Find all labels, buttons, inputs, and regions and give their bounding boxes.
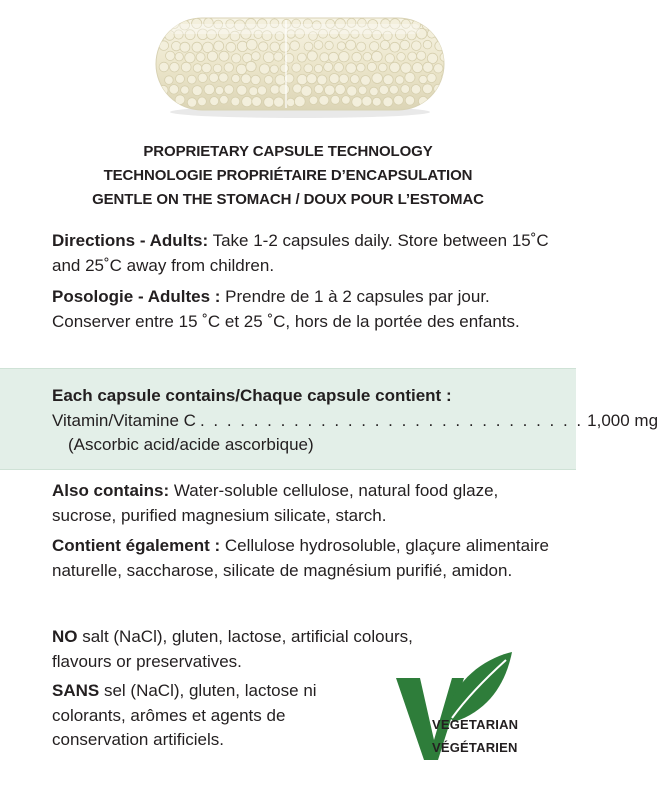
capsule-bead: [342, 96, 351, 105]
vegetarian-label-en: VEGETARIAN: [432, 717, 519, 732]
ingredient-amount: 1,000 mg: [587, 411, 658, 430]
capsule-image: [150, 8, 450, 120]
capsule-bead: [264, 76, 273, 85]
capsule-bead: [370, 42, 379, 51]
capsule-bead: [274, 97, 284, 107]
capsule-bead: [220, 95, 229, 104]
capsule-bead: [297, 53, 306, 62]
capsule-bead: [405, 72, 415, 82]
capsule-bead: [246, 61, 256, 71]
capsule-bead: [357, 42, 366, 51]
capsule-bead: [280, 64, 289, 73]
posologie-section: [52, 285, 562, 334]
capsule-bead: [219, 51, 229, 61]
capsule-bead: [275, 75, 286, 86]
capsule-bead: [274, 52, 283, 61]
no-section: [52, 625, 452, 674]
capsule-bead: [159, 62, 169, 72]
contient-text: Cellulose hydrosoluble, glaçure alimentaire naturelle, saccharose, silicate de magnésium purifié, amidon.: [52, 536, 549, 580]
capsule-bead: [209, 73, 218, 82]
capsule-bead: [304, 42, 313, 51]
capsule-bead: [439, 29, 449, 39]
ingredient-dots: . . . . . . . . . . . . . . . . . . . . . . . . . . . . .: [199, 411, 584, 430]
also-text: Water-soluble cellulose, natural food glaze, sucrose, purified magnesium silicate, starch.: [52, 481, 499, 525]
capsule-bead: [251, 52, 260, 61]
capsule-bead: [251, 75, 260, 84]
capsule-bead: [286, 98, 294, 106]
capsule-bead: [314, 85, 323, 94]
sans-text: sel (NaCl), gluten, lactose ni colorants, arômes et agents de conservation artificiels.: [52, 681, 317, 749]
capsule-bead: [427, 73, 436, 82]
capsule-bead: [259, 42, 268, 51]
capsule-bead: [358, 86, 367, 95]
capsule-bead: [236, 64, 246, 74]
headings-block: [0, 140, 576, 212]
capsule-bead: [181, 62, 191, 72]
capsule-bead: [335, 84, 345, 94]
capsule-bead: [290, 41, 300, 51]
capsule-bead: [419, 75, 427, 83]
capsule-bead: [309, 96, 318, 105]
capsule-bead: [408, 52, 417, 61]
capsule-bead: [423, 62, 433, 72]
ingredient-row: [52, 409, 658, 433]
capsule-bead: [390, 62, 400, 72]
capsule-bead: [352, 97, 362, 107]
capsule-bead: [198, 97, 207, 106]
capsule-bead: [434, 64, 443, 73]
capsule-bead: [367, 62, 376, 71]
capsule-bead: [204, 84, 215, 95]
capsule-bead: [237, 41, 247, 51]
no-label: NO: [52, 627, 78, 646]
capsule-bead: [314, 41, 323, 50]
capsule-bead: [307, 74, 317, 84]
capsule-bead: [232, 74, 240, 82]
contient-label: Contient également :: [52, 536, 221, 555]
capsule-bead: [224, 63, 233, 72]
capsule-bead: [307, 51, 317, 61]
sans-section: [52, 679, 352, 753]
capsule-bead: [213, 64, 222, 73]
capsule-bead: [320, 53, 329, 62]
also-contains-section: [52, 479, 562, 528]
capsule-bead: [372, 51, 383, 62]
ingredient-name: Vitamin/Vitamine C: [52, 411, 196, 430]
contents-title: Each capsule contains/Chaque capsule contient :: [52, 386, 452, 405]
capsule-bead: [263, 52, 274, 63]
capsule-bead: [301, 86, 312, 97]
capsule-bead: [363, 52, 372, 61]
capsule-bead: [346, 40, 356, 50]
capsule-bead: [383, 75, 393, 85]
capsule-bead: [192, 86, 202, 96]
capsule-bead: [370, 87, 379, 96]
capsule-bead: [293, 84, 302, 93]
capsule-bead: [346, 63, 357, 74]
capsule-bead: [380, 40, 389, 49]
capsule-bead: [324, 85, 334, 95]
capsule-bead: [350, 75, 359, 84]
capsule-bead: [165, 76, 174, 85]
capsule-bead: [249, 87, 258, 96]
capsule-bead: [259, 64, 269, 74]
capsule-bead: [270, 85, 279, 94]
capsule-bead: [329, 52, 339, 62]
ingredient-source: (Ascorbic acid/acide ascorbique): [68, 435, 314, 454]
capsule-bead: [385, 54, 394, 63]
capsule-bead: [405, 96, 414, 105]
capsule-bead: [401, 85, 410, 94]
capsule-bead: [352, 52, 362, 62]
capsule-bead: [242, 96, 252, 106]
capsule-bead: [170, 62, 180, 72]
capsule-bead: [347, 86, 357, 96]
sans-label: SANS: [52, 681, 100, 700]
capsule-bead: [372, 97, 381, 106]
capsule-bead: [324, 62, 333, 71]
capsule-bead: [357, 63, 366, 72]
capsule-bead: [264, 97, 274, 107]
capsule-bead: [175, 95, 185, 105]
capsule-icon: [150, 8, 450, 120]
capsule-bead: [241, 74, 251, 84]
capsule-bead: [412, 63, 422, 73]
vegetarian-label-fr: VÉGÉTARIEN: [432, 740, 518, 755]
capsule-bead: [435, 41, 445, 51]
capsule-bead: [270, 65, 278, 73]
capsule-bead: [339, 74, 348, 83]
capsule-bead: [401, 63, 412, 74]
capsule-bead: [292, 63, 301, 72]
capsule-bead: [192, 42, 202, 52]
capsule-bead: [231, 97, 240, 106]
capsule-bead: [435, 20, 445, 30]
capsule-bead: [159, 41, 169, 51]
no-text: salt (NaCl), gluten, lactose, artificial colours, flavours or preservatives.: [52, 627, 413, 671]
capsule-bead: [202, 63, 212, 73]
capsule-bead: [390, 42, 400, 52]
capsule-bead: [304, 64, 313, 73]
capsule-bead: [439, 96, 448, 105]
capsule-bead: [334, 63, 344, 73]
directions-label: Directions - Adults:: [52, 231, 209, 250]
capsule-bead: [389, 85, 398, 94]
capsule-bead: [280, 42, 290, 52]
capsule-bead: [232, 54, 241, 63]
capsule-bead: [383, 97, 393, 107]
capsule-bead: [210, 97, 219, 106]
posologie-label: Posologie - Adultes :: [52, 287, 221, 306]
capsule-bead: [361, 76, 371, 86]
capsule-bead: [215, 86, 223, 94]
capsule-bead: [423, 40, 432, 49]
capsule-bead: [394, 95, 404, 105]
capsule-bead: [180, 42, 190, 52]
heading-technology: PROPRIETARY CAPSULE TECHNOLOGY: [143, 143, 433, 160]
capsule-bead: [317, 75, 327, 85]
capsule-bead: [187, 98, 196, 107]
capsule-bead: [193, 64, 202, 73]
capsule-bead: [331, 95, 340, 104]
capsule-bead: [237, 85, 247, 95]
contents-panel: [0, 368, 658, 470]
capsule-bead: [297, 74, 307, 84]
capsule-bead: [175, 53, 183, 61]
capsule-bead: [279, 84, 290, 95]
capsule-bead: [395, 76, 404, 85]
capsule-bead: [214, 41, 224, 51]
capsule-bead: [362, 96, 372, 106]
capsule-bead: [185, 53, 195, 63]
contient-section: [52, 534, 562, 583]
capsule-bead: [294, 96, 305, 107]
capsule-bead: [172, 41, 181, 50]
capsule-bead: [224, 85, 234, 95]
capsule-bead: [400, 40, 410, 50]
capsule-bead: [429, 96, 438, 105]
capsule-bead: [329, 74, 339, 84]
capsule-bead: [319, 95, 329, 105]
capsule-bead: [412, 41, 422, 51]
capsule-bead: [246, 39, 257, 50]
capsule-bead: [176, 74, 185, 83]
capsule-bead: [198, 73, 207, 82]
capsule-bead: [417, 51, 426, 60]
capsule-bead: [379, 63, 388, 72]
capsule-bead: [372, 73, 383, 84]
capsule-bead: [160, 20, 169, 29]
also-label: Also contains:: [52, 481, 170, 500]
capsule-bead: [379, 85, 388, 94]
heading-technologie: TECHNOLOGIE PROPRIÉTAIRE D’ENCAPSULATION: [103, 167, 473, 184]
capsule-bead: [337, 42, 345, 50]
posologie-text: Prendre de 1 à 2 capsules par jour. Conserver entre 15 ˚C et 25 ˚C, hors de la portée des enfants.: [52, 287, 520, 331]
capsule-bead: [166, 51, 175, 60]
directions-text: Take 1-2 capsules daily. Store between 15˚C and 25˚C away from children.: [52, 231, 549, 275]
capsule-bead: [339, 52, 349, 62]
capsule-bead: [252, 97, 262, 107]
heading-gentle: GENTLE ON THE STOMACH / DOUX POUR L’ESTOMAC: [92, 191, 484, 208]
capsule-bead: [196, 53, 205, 62]
capsule-bead: [423, 84, 433, 94]
capsule-bead: [397, 53, 406, 62]
capsule-bead: [257, 86, 266, 95]
capsule-bead: [314, 64, 322, 72]
capsule-bead: [427, 29, 436, 38]
capsule-bead: [187, 75, 196, 84]
capsule-bead: [169, 85, 179, 95]
capsule-bead: [219, 73, 228, 82]
capsule-bead: [226, 42, 236, 52]
capsule-bead: [207, 51, 217, 61]
capsule-bead: [325, 41, 333, 49]
capsule-bead: [270, 42, 280, 52]
capsule-bead: [411, 85, 421, 95]
directions-section: [52, 229, 562, 278]
capsule-bead: [181, 86, 189, 94]
